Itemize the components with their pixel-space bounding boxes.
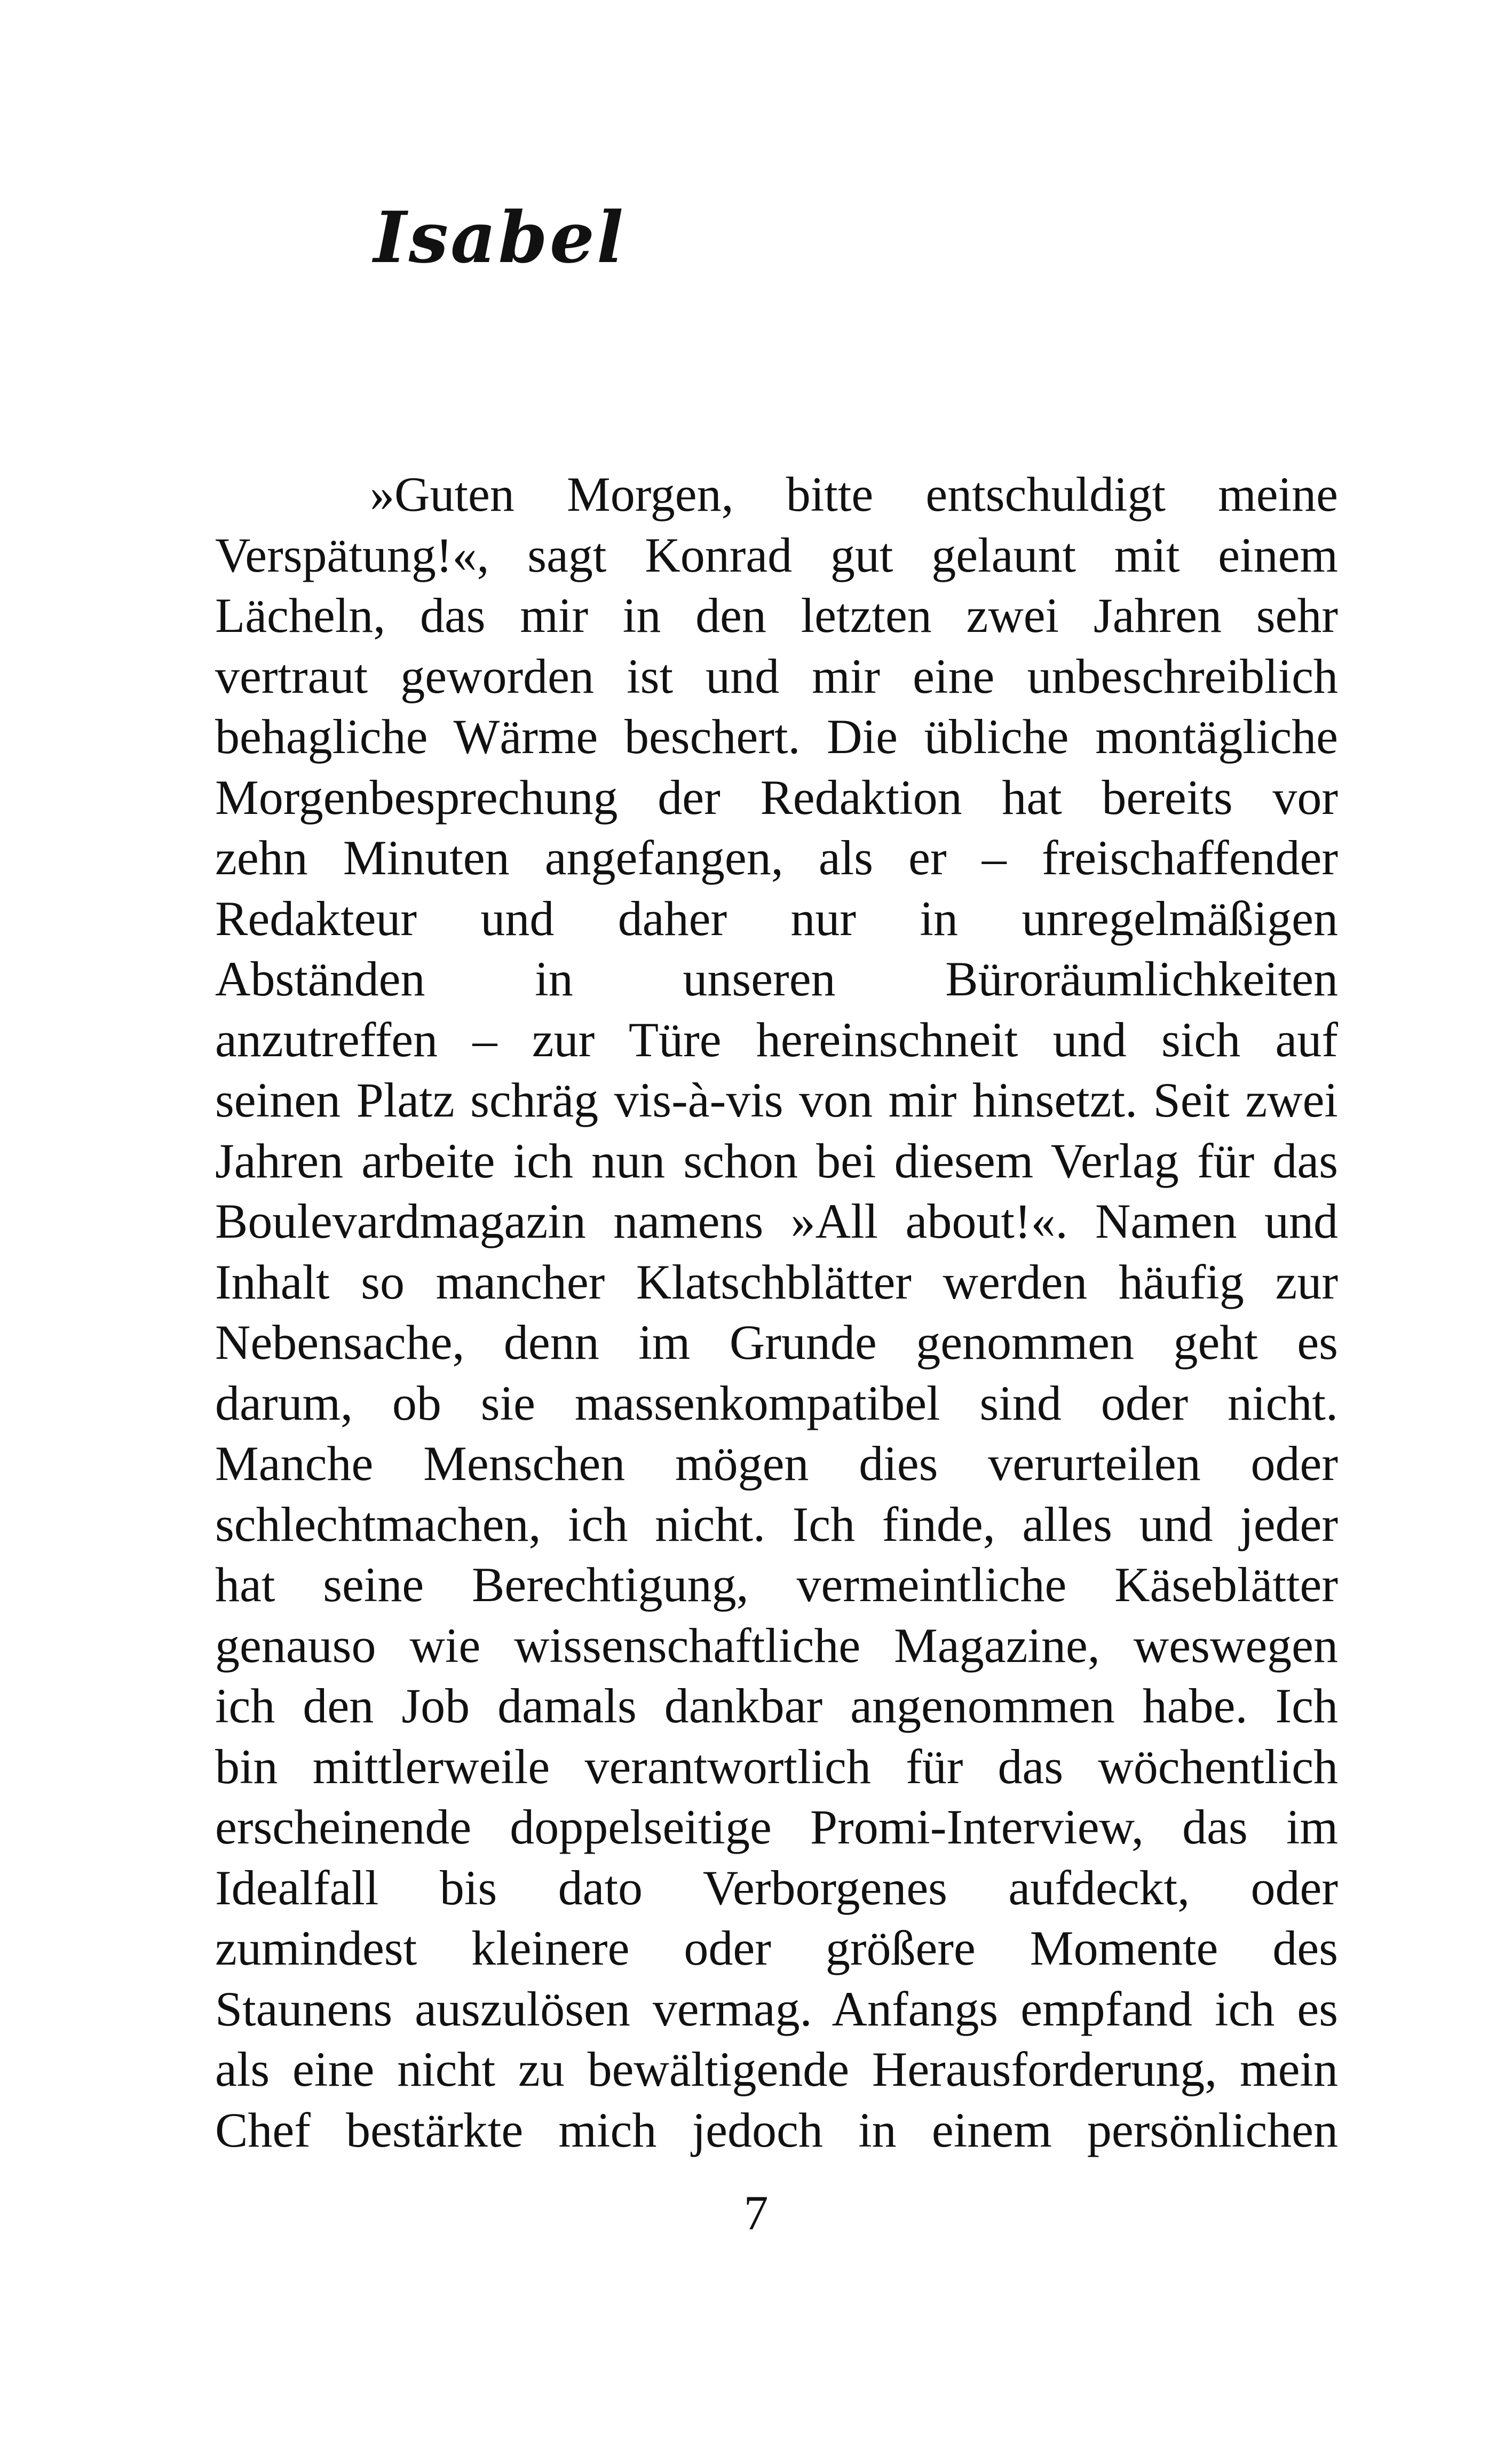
- text-line: seinen Platz schräg vis-à-vis von mir hinsetzt. Seit zwei: [215, 1073, 1338, 1127]
- text-line: Lächeln, das mir in den letzten zwei Jahren sehr: [215, 588, 1338, 643]
- text-line: Inhalt so mancher Klatschblätter werden häufig zur: [215, 1254, 1338, 1309]
- text-line: Boulevardmagazin namens »All about!«. Namen und: [215, 1194, 1338, 1248]
- text-line: Morgenbesprechung der Redaktion hat bereits vor: [215, 770, 1338, 825]
- text-line: schlechtmachen, ich nicht. Ich finde, alles und jeder: [215, 1497, 1338, 1551]
- text-line: bin mittlerweile verantwortlich für das wöchentlich: [215, 1739, 1338, 1794]
- text-line: als eine nicht zu bewältigende Herausforderung, mein: [215, 2042, 1338, 2096]
- text-line: ich den Job damals dankbar angenommen habe. Ich: [215, 1679, 1338, 1733]
- text-line: zehn Minuten angefangen, als er – freischaffender: [215, 830, 1338, 885]
- text-line: »Guten Morgen, bitte entschuldigt meine: [370, 467, 1338, 521]
- text-line: Redakteur und daher nur in unregelmäßigen: [215, 891, 1338, 946]
- page-number: 7: [743, 2186, 769, 2240]
- chapter-title: Isabel: [374, 196, 626, 279]
- text-line: Abständen in unseren Büroräumlichkeiten: [215, 952, 1338, 1006]
- text-line: Staunens auszulösen vermag. Anfangs empfand ich es: [215, 1981, 1338, 2036]
- text-line: Manche Menschen mögen dies verurteilen oder: [215, 1436, 1338, 1491]
- text-line: zumindest kleinere oder größere Momente des: [215, 1921, 1338, 1975]
- text-line: hat seine Berechtigung, vermeintliche Käseblätter: [215, 1557, 1338, 1612]
- text-line: Verspätung!«, sagt Konrad gut gelaunt mit einem: [215, 527, 1338, 582]
- text-line: anzutreffen – zur Türe hereinschneit und sich auf: [215, 1012, 1338, 1067]
- text-line: genauso wie wissenschaftliche Magazine, weswegen: [215, 1618, 1338, 1673]
- text-line: Nebensache, denn im Grunde genommen geht es: [215, 1315, 1338, 1370]
- text-line: Idealfall bis dato Verborgenes aufdeckt, oder: [215, 1860, 1338, 1915]
- text-line: Jahren arbeite ich nun schon bei diesem Verlag für das: [215, 1133, 1338, 1188]
- body-text: [215, 464, 1338, 2160]
- text-line: darum, ob sie massenkompatibel sind oder nicht.: [215, 1375, 1338, 1430]
- text-line: behagliche Wärme beschert. Die übliche montägliche: [215, 709, 1338, 764]
- text-line: erscheinende doppelseitige Promi-Interview, das im: [215, 1800, 1338, 1854]
- text-line: vertraut geworden ist und mir eine unbeschreiblich: [215, 648, 1338, 703]
- text-line: Chef bestärkte mich jedoch in einem persönlichen: [215, 2102, 1338, 2157]
